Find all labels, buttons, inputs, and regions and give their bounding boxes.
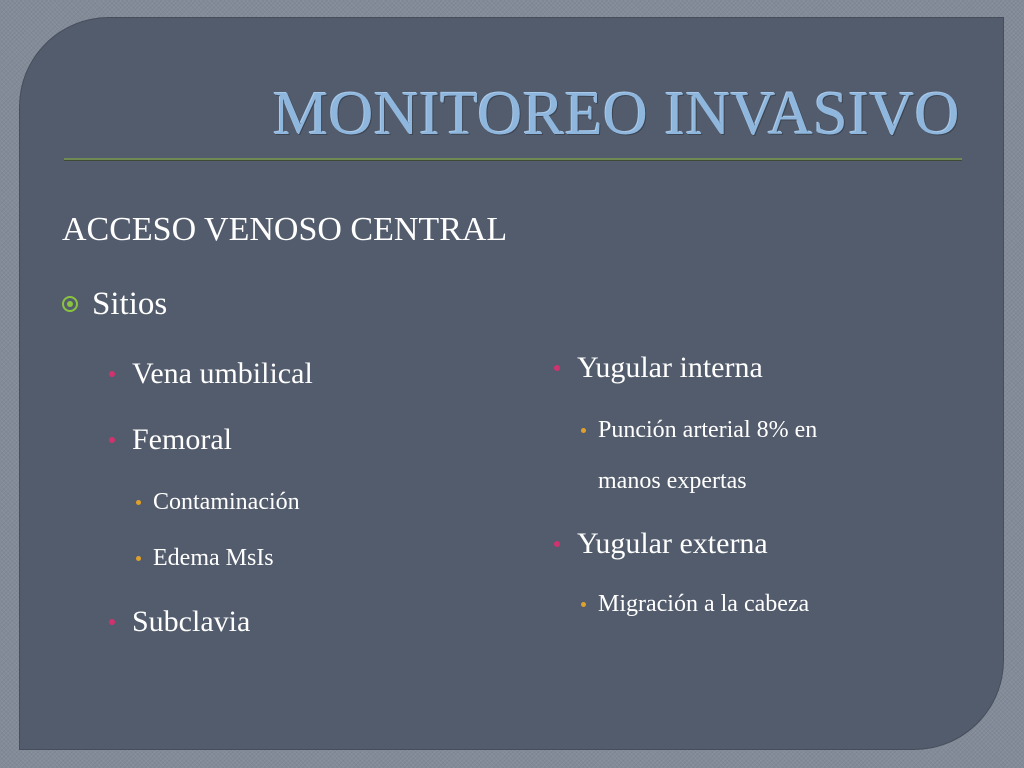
- list-item-label: Vena umbilical: [132, 357, 313, 390]
- list-item-yugular-interna: [554, 348, 763, 388]
- list-item-puncion-arterial: [581, 414, 817, 446]
- list-item-label: Yugular interna: [577, 351, 763, 384]
- list-item-femoral: [109, 420, 232, 460]
- dot-icon: [109, 437, 115, 443]
- list-item-label: Edema MsIs: [153, 545, 274, 571]
- small-dot-icon: [581, 602, 586, 607]
- dot-icon: [554, 365, 560, 371]
- dot-icon: [554, 541, 560, 547]
- list-item-label: Contaminación: [153, 489, 300, 515]
- list-item-continuation: manos expertas: [598, 468, 747, 494]
- list-item-contaminacion: [136, 486, 300, 518]
- dot-icon: [109, 371, 115, 377]
- list-item-edema: [136, 542, 274, 574]
- list-item-label: Punción arterial 8% en: [598, 417, 818, 443]
- small-dot-icon: [136, 556, 141, 561]
- small-dot-icon: [136, 500, 141, 505]
- list-item-label: Migración a la cabeza: [598, 591, 810, 617]
- sitios-label: Sitios: [92, 286, 168, 322]
- slide-title: MONITOREO INVASIVO: [272, 80, 960, 148]
- list-item-yugular-externa: [554, 524, 768, 564]
- list-item-label: Femoral: [132, 423, 232, 456]
- list-item-label: Subclavia: [132, 605, 251, 638]
- small-dot-icon: [581, 428, 586, 433]
- sitios-item: [62, 282, 167, 326]
- list-item-subclavia: [109, 602, 250, 642]
- section-heading: ACCESO VENOSO CENTRAL: [62, 211, 508, 248]
- title-divider: [64, 158, 962, 161]
- dot-icon: [109, 619, 115, 625]
- list-item-vena-umbilical: [109, 354, 313, 394]
- list-item-migracion: [581, 588, 809, 620]
- list-item-label: Yugular externa: [577, 527, 768, 560]
- target-circle-icon: [62, 296, 78, 312]
